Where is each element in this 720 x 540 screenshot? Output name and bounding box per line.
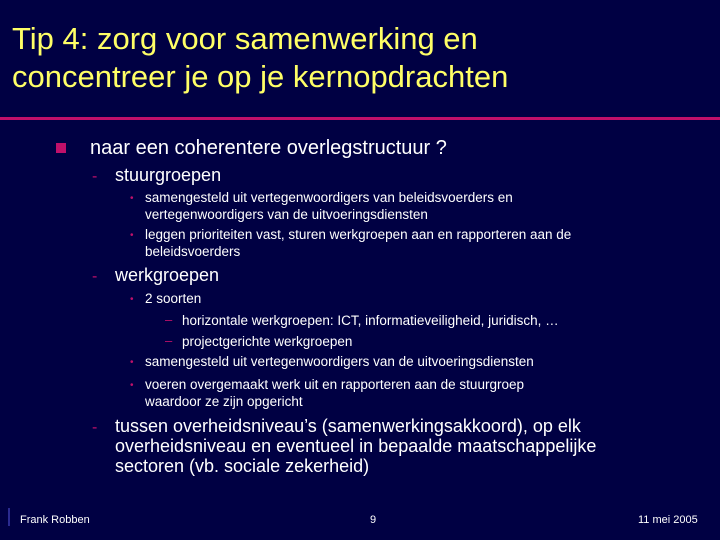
stuurgroepen-item-1-line-1: samengesteld uit vertegenwoordigers van beleidsvoerders en: [145, 190, 513, 205]
en-dash-bullet-icon: –: [165, 333, 173, 348]
stuurgroepen-item-2-line-1: leggen prioriteiten vast, sturen werkgroepen aan en rapporteren aan de: [145, 227, 572, 242]
footer-author: Frank Robben: [20, 514, 90, 526]
werkgroepen-item-3: [145, 376, 524, 410]
slide-title: [12, 20, 712, 96]
en-dash-bullet-icon: –: [165, 312, 173, 327]
stuurgroepen-item-2-line-2: beleidsvoerders: [145, 244, 241, 259]
werkgroepen-label: werkgroepen: [115, 265, 220, 285]
werkgroepen-item-1: 2 soorten: [145, 291, 202, 306]
footer-date: 11 mei 2005: [638, 514, 698, 526]
stuurgroepen-item-2: [145, 226, 571, 260]
title-line-2: concentreer je op je kernopdrachten: [12, 59, 509, 94]
footer-page-number: 9: [370, 514, 377, 526]
footer-accent-bar: [8, 508, 10, 526]
werkgroepen-item-2: samengesteld uit vertegenwoordigers van de uitvoeringsdiensten: [145, 354, 534, 369]
dot-bullet-icon: •: [130, 294, 134, 305]
stuurgroepen-item-1-line-2: vertegenwoordigers van de uitvoeringsdiensten: [145, 207, 428, 222]
level1-bullet-text: naar een coherentere overlegstructuur ?: [90, 137, 447, 159]
dot-bullet-icon: •: [130, 380, 134, 391]
dot-bullet-icon: •: [130, 230, 134, 241]
tussen-line-2: overheidsniveau en eventueel in bepaalde maatschappelijke: [115, 436, 597, 456]
tussen-bullet-text: [115, 416, 596, 476]
werkgroepen-subitem-2: projectgerichte werkgroepen: [182, 334, 353, 349]
dash-bullet-icon: -: [92, 168, 98, 185]
dot-bullet-icon: •: [130, 193, 134, 204]
stuurgroepen-label: stuurgroepen: [115, 165, 222, 185]
werkgroepen-item-3-line-1: voeren overgemaakt werk uit en rapporteren aan de stuurgroep: [145, 377, 524, 392]
title-divider: [0, 117, 720, 120]
tussen-line-1: tussen overheidsniveau’s (samenwerkingsakkoord), op elk: [115, 416, 581, 436]
dot-bullet-icon: •: [130, 357, 134, 368]
werkgroepen-subitem-1: horizontale werkgroepen: ICT, informatieveiligheid, juridisch, …: [182, 313, 559, 328]
dash-bullet-icon: -: [92, 268, 98, 285]
dash-bullet-icon: -: [92, 419, 98, 436]
werkgroepen-item-3-line-2: waardoor ze zijn opgericht: [145, 394, 303, 409]
square-bullet-icon: [56, 143, 66, 153]
stuurgroepen-item-1: [145, 189, 513, 223]
title-line-1: Tip 4: zorg voor samenwerking en: [12, 21, 478, 56]
tussen-line-3: sectoren (vb. sociale zekerheid): [115, 456, 370, 476]
